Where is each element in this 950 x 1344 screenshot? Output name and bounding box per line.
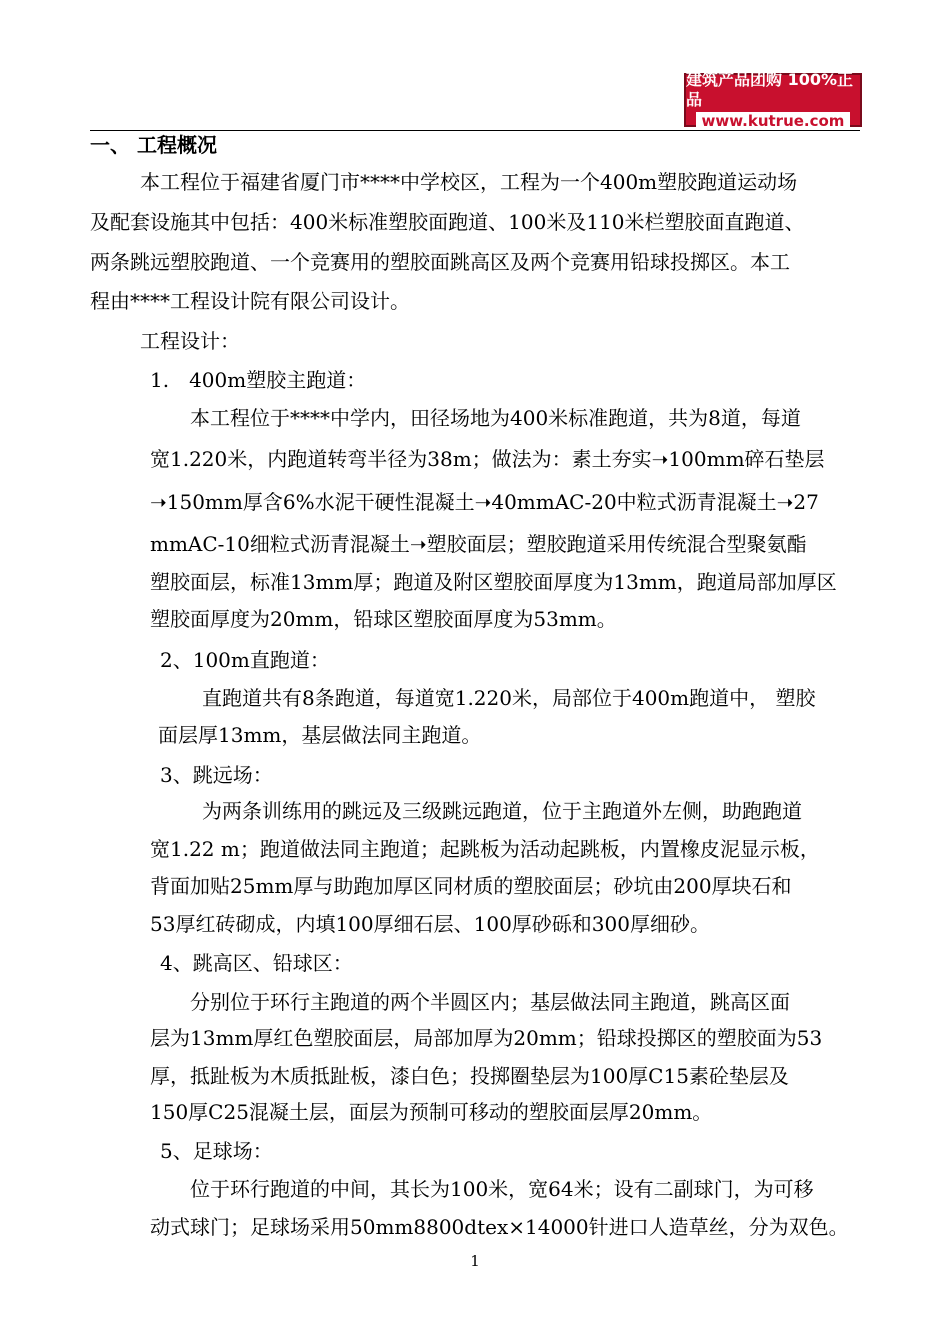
paragraph-line: mmAC-10细粒式沥青混凝土➝塑胶面层；塑胶跑道采用传统混合型聚氨酯: [150, 532, 807, 556]
paragraph-line: 层为13mm厚红色塑胶面层，局部加厚为20mm；铅球投掷区的塑胶面为53: [150, 1026, 823, 1050]
item-heading: 4、跳高区、铅球区：: [160, 951, 353, 975]
item-heading: 1. 400m塑胶主跑道：: [150, 368, 367, 392]
page-number: 1: [470, 1252, 480, 1270]
paragraph-line: 宽1.22 m；跑道做法同主跑道；起跳板为活动起跳板，内置橡皮泥显示板，: [150, 837, 820, 861]
paragraph-line: 塑胶面厚度为20mm，铅球区塑胶面厚度为53mm。: [150, 607, 617, 631]
paragraph-line: ➝150mm厚含6%水泥干硬性混凝土➝40mmAC-20中粒式沥青混凝土➝27: [150, 490, 819, 514]
paragraph-line: 两条跳远塑胶跑道、一个竞赛用的塑胶面跳高区及两个竞赛用铅球投掷区。本工: [90, 250, 790, 274]
paragraph-line: 宽1.220米，内跑道转弯半径为38m；做法为：素土夯实➝100mm碎石垫层: [150, 447, 825, 471]
paragraph-line: 分别位于环行主跑道的两个半圆区内；基层做法同主跑道，跳高区面: [190, 990, 790, 1014]
logo-slogan: 建筑产品团购 100%正品: [686, 70, 854, 109]
paragraph-line: 直跑道共有8条跑道，每道宽1.220米，局部位于400m跑道中， 塑胶: [202, 686, 816, 710]
paragraph-line: 本工程位于****中学内，田径场地为400米标准跑道，共为8道，每道: [190, 406, 801, 430]
brand-logo: [684, 70, 862, 130]
paragraph-line: 背面加贴25mm厚与助跑加厚区同材质的塑胶面层；砂坑由200厚块石和: [150, 874, 792, 898]
logo-url: www.kutrue.com: [696, 112, 851, 130]
header-rule: [90, 130, 860, 131]
paragraph-line: 动式球门；足球场采用50mm8800dtex×14000针进口人造草丝，分为双色。: [150, 1215, 849, 1239]
item-heading: 2、100m直跑道：: [160, 648, 330, 672]
paragraph-line: 厚，抵趾板为木质抵趾板，漆白色；投掷圈垫层为100厚C15素砼垫层及: [150, 1064, 789, 1088]
item-heading: 5、足球场：: [160, 1139, 273, 1163]
paragraph-line: 本工程位于福建省厦门市****中学校区，工程为一个400m塑胶跑道运动场: [140, 170, 798, 194]
paragraph-line: 及配套设施其中包括：400米标准塑胶面跑道、100米及110米栏塑胶面直跑道、: [90, 210, 805, 234]
paragraph-line: 塑胶面层，标准13mm厚；跑道及附区塑胶面厚度为13mm，跑道局部加厚区: [150, 570, 837, 594]
paragraph-line: 程由****工程设计院有限公司设计。: [90, 289, 410, 313]
paragraph-line: 面层厚13mm，基层做法同主跑道。: [158, 723, 482, 747]
paragraph-line: 位于环行跑道的中间，其长为100米，宽64米；设有二副球门，为可移: [190, 1177, 814, 1201]
paragraph-line: 150厚C25混凝土层，面层为预制可移动的塑胶面层厚20mm。: [150, 1100, 713, 1124]
paragraph-line: 为两条训练用的跳远及三级跳远跑道，位于主跑道外左侧，助跑跑道: [202, 799, 802, 823]
item-heading: 3、跳远场：: [160, 763, 273, 787]
subheading: 工程设计：: [140, 329, 240, 353]
section-heading: 一、 工程概况: [90, 133, 217, 157]
paragraph-line: 53厚红砖砌成，内填100厚细石层、100厚砂砾和300厚细砂。: [150, 912, 710, 936]
